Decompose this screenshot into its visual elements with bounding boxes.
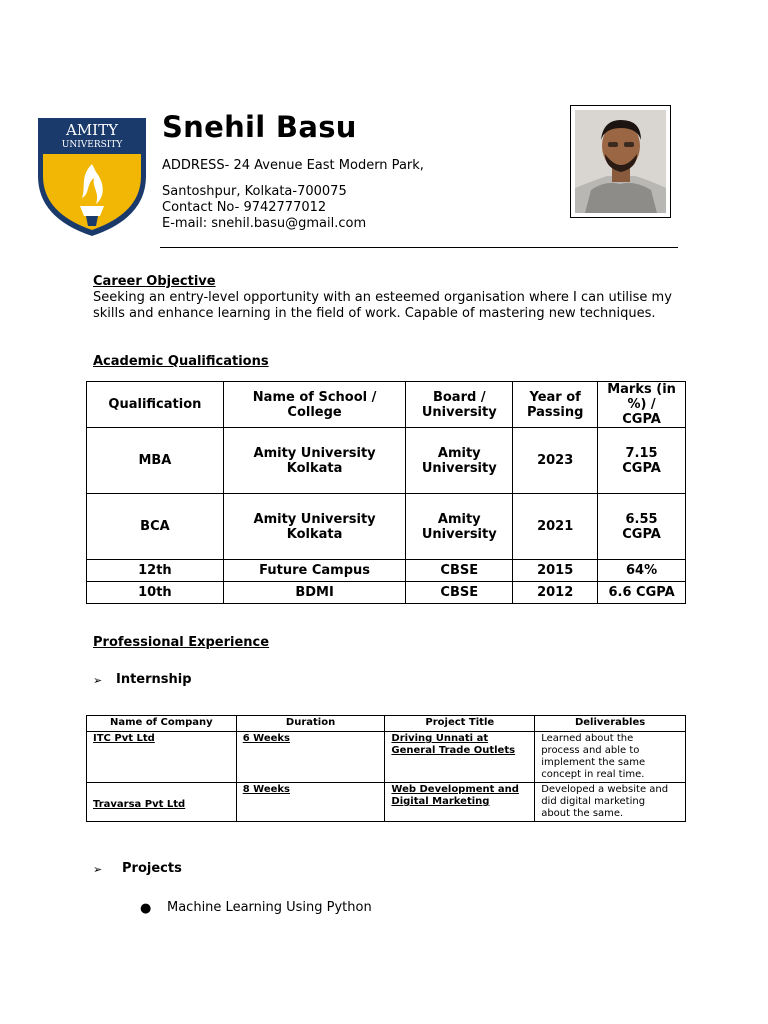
amity-university-logo	[34, 114, 150, 238]
cell-school: Amity University Kolkata	[223, 494, 406, 560]
profile-photo	[570, 105, 671, 218]
cell-board: Amity University	[406, 428, 513, 494]
header-marks: Marks (in %) / CGPA	[598, 382, 686, 428]
cell-year: 2021	[513, 494, 598, 560]
cell-school: BDMI	[223, 582, 406, 604]
header-deliverables: Deliverables	[535, 716, 686, 732]
header-divider	[160, 247, 678, 248]
arrow-bullet-icon: ➢	[93, 863, 103, 876]
cell-duration: 6 Weeks	[236, 732, 385, 783]
cell-duration: 8 Weeks	[236, 783, 385, 822]
cell-qualification: 12th	[87, 560, 224, 582]
cell-company: ITC Pvt Ltd	[87, 732, 237, 783]
cell-marks: 6.6 CGPA	[598, 582, 686, 604]
header-year: Year of Passing	[513, 382, 598, 428]
candidate-name: Snehil Basu	[162, 110, 357, 144]
address-line-1: ADDRESS- 24 Avenue East Modern Park,	[162, 158, 424, 173]
contact-number: Contact No- 9742777012	[162, 200, 327, 215]
header-company: Name of Company	[87, 716, 237, 732]
table-row	[87, 560, 686, 582]
cell-year: 2012	[513, 582, 598, 604]
cell-qualification: MBA	[87, 428, 224, 494]
project-item: Machine Learning Using Python	[167, 900, 372, 915]
table-row	[87, 582, 686, 604]
header-qualification: Qualification	[87, 382, 224, 428]
career-objective-line-1: Seeking an entry-level opportunity with an esteemed organisation where I can utilise my	[93, 290, 672, 305]
table-row	[87, 494, 686, 560]
bullet-icon: ●	[140, 901, 152, 916]
arrow-bullet-icon: ➢	[93, 674, 103, 687]
table-row	[87, 428, 686, 494]
cell-marks: 64%	[598, 560, 686, 582]
cell-year: 2023	[513, 428, 598, 494]
cell-year: 2015	[513, 560, 598, 582]
email-address: E-mail: snehil.basu@gmail.com	[162, 216, 367, 231]
cell-qualification: BCA	[87, 494, 224, 560]
cell-deliverables: Developed a website and did digital marketing about the same.	[535, 783, 686, 822]
academic-qualifications-heading: Academic Qualifications	[93, 354, 269, 369]
table-header-row	[87, 716, 686, 732]
internship-table	[86, 715, 686, 822]
academic-table	[86, 381, 686, 604]
cell-marks: 7.15 CGPA	[598, 428, 686, 494]
table-row	[87, 783, 686, 822]
cell-project: Web Development and Digital Marketing	[385, 783, 535, 822]
address-line-2: Santoshpur, Kolkata-700075	[162, 184, 347, 199]
cell-company: Travarsa Pvt Ltd	[87, 783, 237, 822]
cell-marks: 6.55 CGPA	[598, 494, 686, 560]
career-objective-heading: Career Objective	[93, 274, 216, 289]
table-header-row	[87, 382, 686, 428]
cell-board: Amity University	[406, 494, 513, 560]
professional-experience-heading: Professional Experience	[93, 635, 270, 650]
cell-school: Amity University Kolkata	[223, 428, 406, 494]
cell-school: Future Campus	[223, 560, 406, 582]
cell-deliverables: Learned about the process and able to implement the same concept in real time.	[535, 732, 686, 783]
table-row	[87, 732, 686, 783]
cell-board: CBSE	[406, 582, 513, 604]
cell-board: CBSE	[406, 560, 513, 582]
svg-text:AMITY: AMITY	[65, 121, 119, 139]
header-board: Board / University	[406, 382, 513, 428]
projects-label: Projects	[122, 861, 182, 876]
internship-label: Internship	[116, 672, 192, 687]
svg-text:UNIVERSITY: UNIVERSITY	[61, 140, 123, 150]
header-project: Project Title	[385, 716, 535, 732]
header-duration: Duration	[236, 716, 385, 732]
cell-qualification: 10th	[87, 582, 224, 604]
cell-project: Driving Unnati at General Trade Outlets	[385, 732, 535, 783]
header-school: Name of School / College	[223, 382, 406, 428]
career-objective-line-2: skills and enhance learning in the field of work. Capable of mastering new techniques.	[93, 306, 656, 321]
career-objective-text	[93, 290, 693, 322]
